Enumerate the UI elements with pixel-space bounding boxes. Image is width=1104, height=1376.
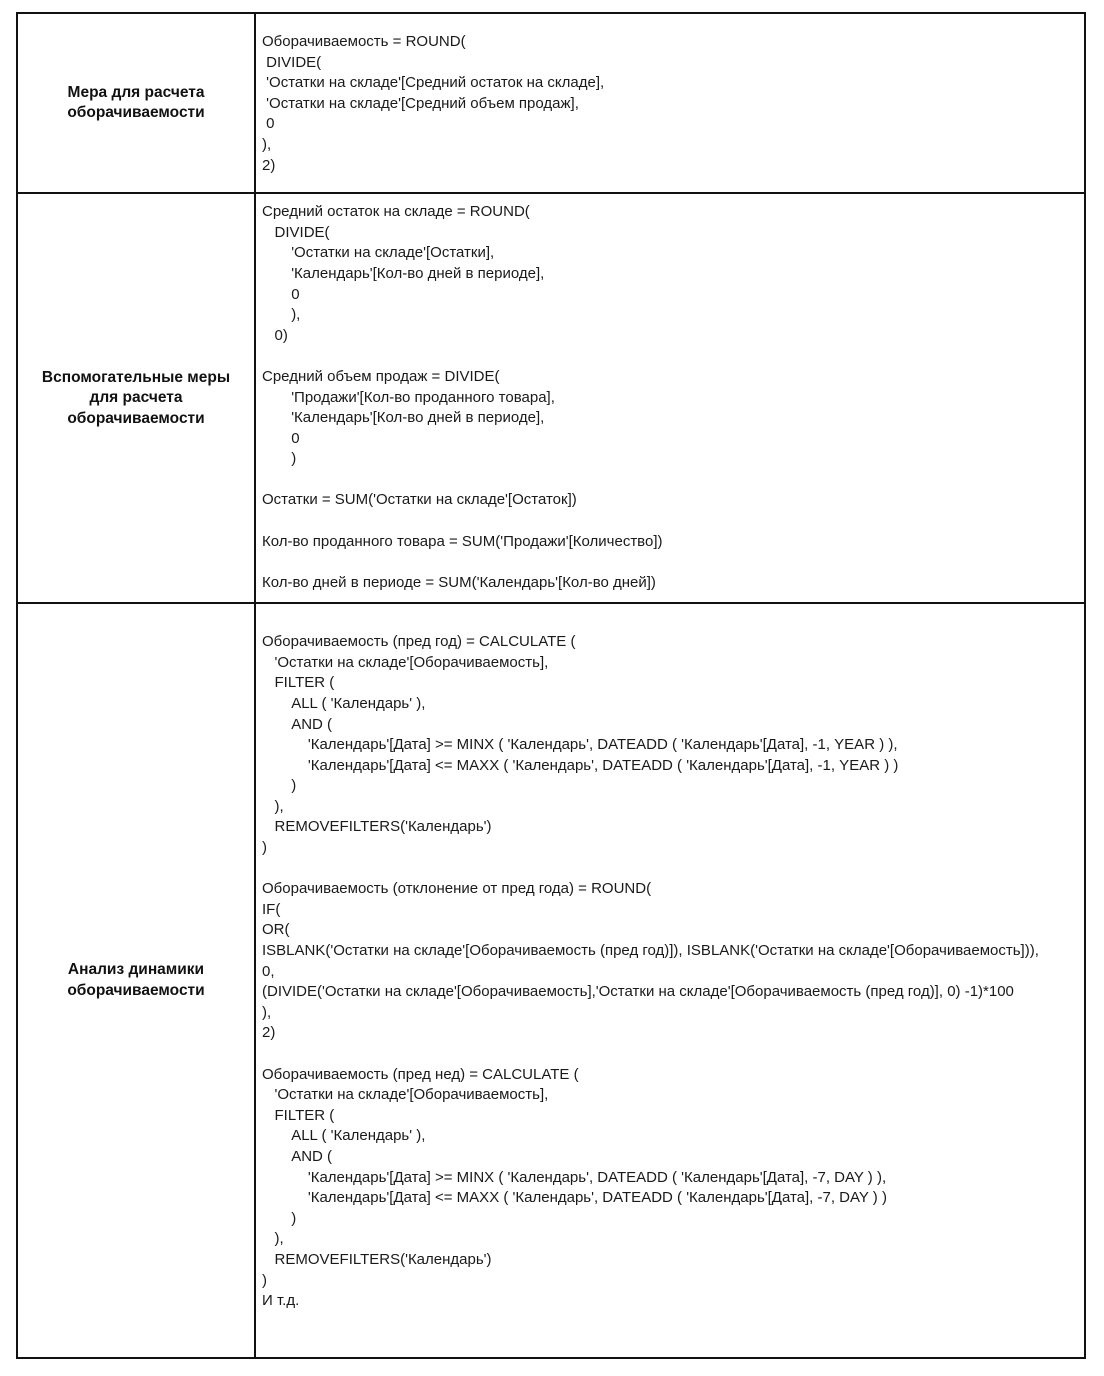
measures-table xyxy=(16,12,1086,1359)
row-label-cell xyxy=(17,193,255,603)
row-label-cell xyxy=(17,13,255,193)
code-cell xyxy=(255,193,1085,603)
dax-code-block: Оборачиваемость (пред год) = CALCULATE ( 'Остатки на складе'[Оборачиваемость], FILTER ( ALL ( 'Календарь' ), AND ( 'Календарь'[Дата] >= MINX ( 'Календарь', DATEADD ( 'Календарь'[Дата], -1, YEAR ) ), 'Календарь'[Дата] <= MAXX ( 'Календарь', DATEADD ( 'Календарь'[Дата], -1, YEAR ) ) ) ), REMOVEFILTERS('Календарь') ) Оборачиваемость (отклонение от пред года) = ROUND( IF( OR( ISBLANK('Остатки на складе'[Оборачиваемость (пред год)]), ISBLANK('Остатки на складе'[Оборачиваемость])), 0, (DIVIDE('Остатки на складе'[Оборачиваемость],'Остатки на складе'[Оборачиваемость (пред год)], 0) -1)*100 ), 2) Оборачиваемость (пред нед) = CALCULATE ( 'Остатки на складе'[Оборачиваемость], FILTER ( ALL ( 'Календарь' ), AND ( 'Календарь'[Дата] >= MINX ( 'Календарь', DATEADD ( 'Календарь'[Дата], -7, DAY ) ), 'Календарь'[Дата] <= MAXX ( 'Календарь', DATEADD ( 'Календарь'[Дата], -7, DAY ) ) ) ), REMOVEFILTERS('Календарь') ) И т.д. xyxy=(262,633,1039,1310)
table-row-turnover-measure xyxy=(17,13,1085,193)
row-label: Вспомогательные меры для расчета оборачиваемости xyxy=(41,368,231,427)
row-label: Мера для расчета оборачиваемости xyxy=(67,83,205,122)
dax-code-block: Средний остаток на складе = ROUND( DIVIDE( 'Остатки на складе'[Остатки], 'Календарь'[Кол-во дней в периоде], 0 ), 0) Средний объем продаж = DIVIDE( 'Продажи'[Кол-во проданного товара], 'Календарь'[Кол-во дней в периоде], 0 ) Остатки = SUM('Остатки на складе'[Остаток]) Кол-во проданного товара = SUM('Продажи'[Количество]) Кол-во дней в периоде = SUM('Календарь'[Кол-во дней]) xyxy=(262,203,663,591)
row-label-cell xyxy=(17,603,255,1358)
code-cell xyxy=(255,603,1085,1358)
code-cell xyxy=(255,13,1085,193)
dax-code-block: Оборачиваемость = ROUND( DIVIDE( 'Остатки на складе'[Средний остаток на складе], 'Остатки на складе'[Средний объем продаж], 0 ), 2) xyxy=(262,33,605,174)
row-label: Анализ динамики оборачиваемости xyxy=(67,961,205,999)
table-row-helper-measures xyxy=(17,193,1085,603)
table-row-dynamics-analysis xyxy=(17,603,1085,1358)
